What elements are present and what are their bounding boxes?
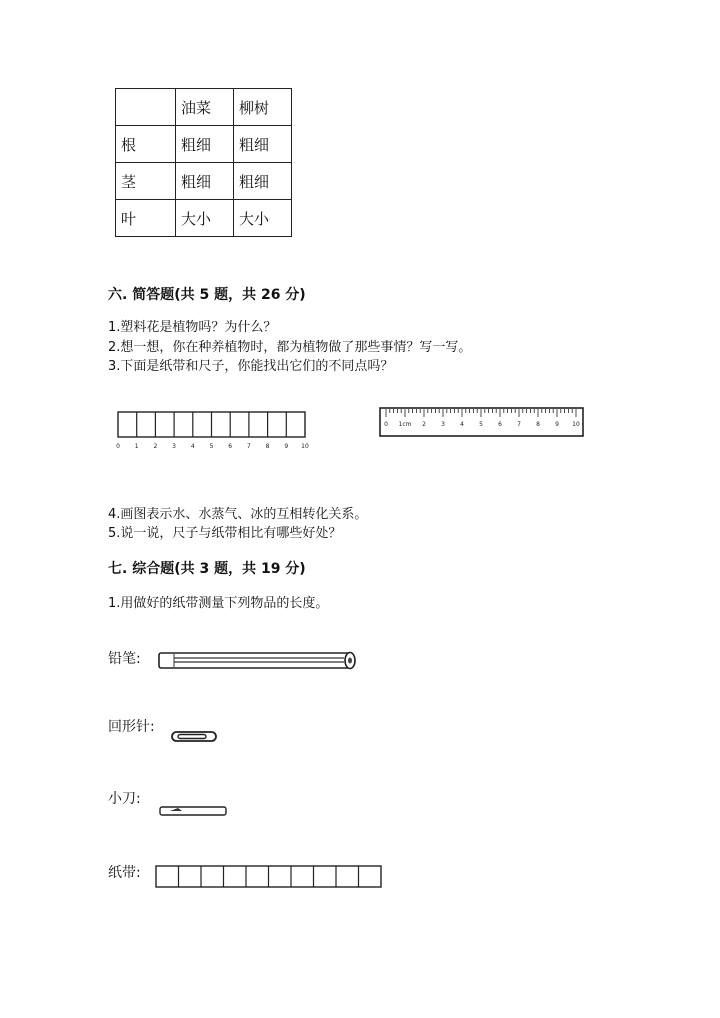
table-cell: 大小 — [176, 200, 234, 237]
question-6-1: 1.塑料花是植物吗？为什么？ — [108, 320, 277, 335]
strip-tick-label: 10 — [301, 443, 309, 450]
ruler-tick-label: 4 — [460, 421, 464, 428]
ruler-tick-label: 5 — [479, 421, 483, 428]
section-seven-title: 七. 综合题(共 3 题，共 19 分) — [108, 561, 306, 577]
strip-tick-label: 2 — [153, 443, 158, 450]
pencil-icon — [156, 650, 362, 674]
strip-tick-label: 3 — [172, 443, 177, 450]
table-cell — [116, 89, 176, 126]
table-row — [116, 163, 292, 200]
table-cell: 粗细 — [234, 126, 292, 163]
comparison-table — [115, 88, 292, 237]
strip-tick-label: 5 — [209, 443, 214, 450]
strip-tick-label: 7 — [246, 443, 251, 450]
table-cell: 柳树 — [234, 89, 292, 126]
ruler-tick-label: 2 — [422, 421, 426, 428]
ruler-tick-label: 1cm — [398, 421, 412, 428]
measurement-strip-figure — [152, 862, 386, 892]
strip-tick-label: 4 — [190, 443, 195, 450]
ruler-tick-label: 9 — [555, 421, 559, 428]
strip-tick-label: 6 — [228, 443, 233, 450]
strip-tick-label: 9 — [284, 443, 289, 450]
strip-tick-label: 8 — [265, 443, 270, 450]
ruler-tick-label: 3 — [441, 421, 445, 428]
table-cell: 根 — [116, 126, 176, 163]
table-row — [116, 126, 292, 163]
question-6-5: 5.说一说，尺子与纸带相比有哪些好处？ — [108, 526, 342, 541]
table-cell: 油菜 — [176, 89, 234, 126]
ruler-tick-label: 10 — [572, 421, 580, 428]
question-6-2: 2.想一想，你在种养植物时，都为植物做了那些事情？写一写。 — [108, 340, 472, 355]
ruler-tick-label: 8 — [536, 421, 540, 428]
pencil-label: 铅笔: — [108, 651, 141, 667]
table-cell: 大小 — [234, 200, 292, 237]
ruler-tick-label: 6 — [498, 421, 502, 428]
section-six-title: 六. 简答题(共 5 题，共 26 分) — [108, 287, 306, 303]
ruler-tick-label: 7 — [517, 421, 521, 428]
question-6-4: 4.画图表示水、水蒸气、冰的互相转化关系。 — [108, 507, 368, 522]
table-row — [116, 89, 292, 126]
table-cell: 叶 — [116, 200, 176, 237]
strip-tick-label: 0 — [116, 443, 120, 450]
paper-strip-figure — [112, 408, 318, 452]
ruler-tick-label: 0 — [384, 421, 388, 428]
ruler-figure — [378, 406, 586, 440]
table-cell: 茎 — [116, 163, 176, 200]
paper-strip-label: 纸带: — [108, 865, 141, 881]
table-cell: 粗细 — [176, 126, 234, 163]
question-7-1: 1.用做好的纸带测量下列物品的长度。 — [108, 596, 329, 611]
table-cell: 粗细 — [234, 163, 292, 200]
paper-clip-icon — [168, 728, 222, 746]
table-cell: 粗细 — [176, 163, 234, 200]
question-6-3: 3.下面是纸带和尺子，你能找出它们的不同点吗？ — [108, 359, 394, 374]
strip-tick-label: 1 — [134, 443, 139, 450]
paper-clip-label: 回形针: — [108, 719, 155, 735]
table-row — [116, 200, 292, 237]
knife-icon — [156, 804, 232, 820]
knife-label: 小刀: — [108, 791, 141, 807]
